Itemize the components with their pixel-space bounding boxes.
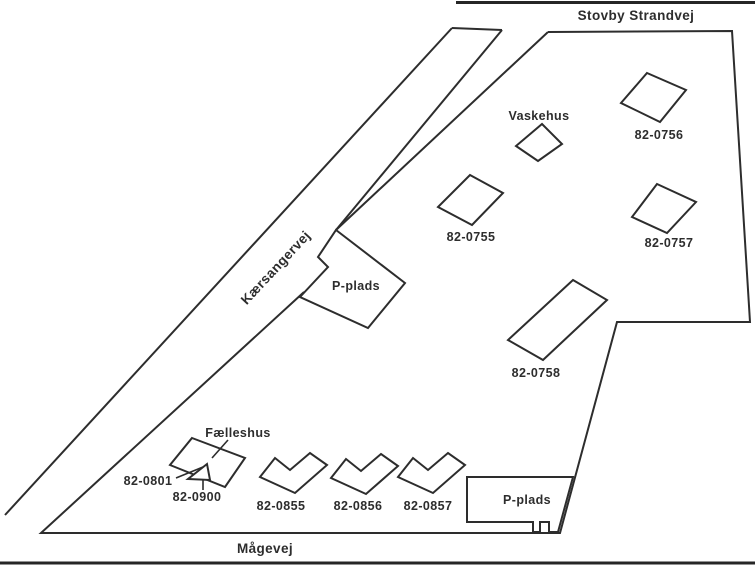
label-street-stovby-strandvej: Stovby Strandvej <box>577 8 695 23</box>
parcel-boundary-upper-left <box>336 32 548 230</box>
building-82-0755 <box>438 175 503 225</box>
building-82-0758 <box>508 280 607 360</box>
label-street-kaersangervej: Kærsangervej <box>237 227 314 308</box>
label-parking-lower: P-plads <box>503 493 551 507</box>
building-vaskehus <box>516 124 562 161</box>
building-82-0757 <box>632 184 696 233</box>
label-82-0757: 82-0757 <box>644 236 694 250</box>
building-82-0857 <box>398 453 465 493</box>
building-82-0756 <box>621 73 686 122</box>
label-82-0755: 82-0755 <box>446 230 496 244</box>
label-82-0758: 82-0758 <box>511 366 561 380</box>
road-kaersangervej-end-cap <box>452 28 502 30</box>
building-82-0855 <box>260 453 327 493</box>
label-vaskehus: Vaskehus <box>508 109 570 123</box>
label-street-maagevej: Mågevej <box>236 541 294 556</box>
label-82-0756: 82-0756 <box>634 128 684 142</box>
label-82-0857: 82-0857 <box>403 499 453 513</box>
label-82-0855: 82-0855 <box>256 499 306 513</box>
label-82-0856: 82-0856 <box>333 499 383 513</box>
label-parking-upper: P-plads <box>332 279 380 293</box>
label-82-0900: 82-0900 <box>172 490 222 504</box>
building-82-0856 <box>331 454 398 494</box>
label-82-0801: 82-0801 <box>123 474 173 488</box>
label-faelleshus: Fælleshus <box>205 426 271 440</box>
